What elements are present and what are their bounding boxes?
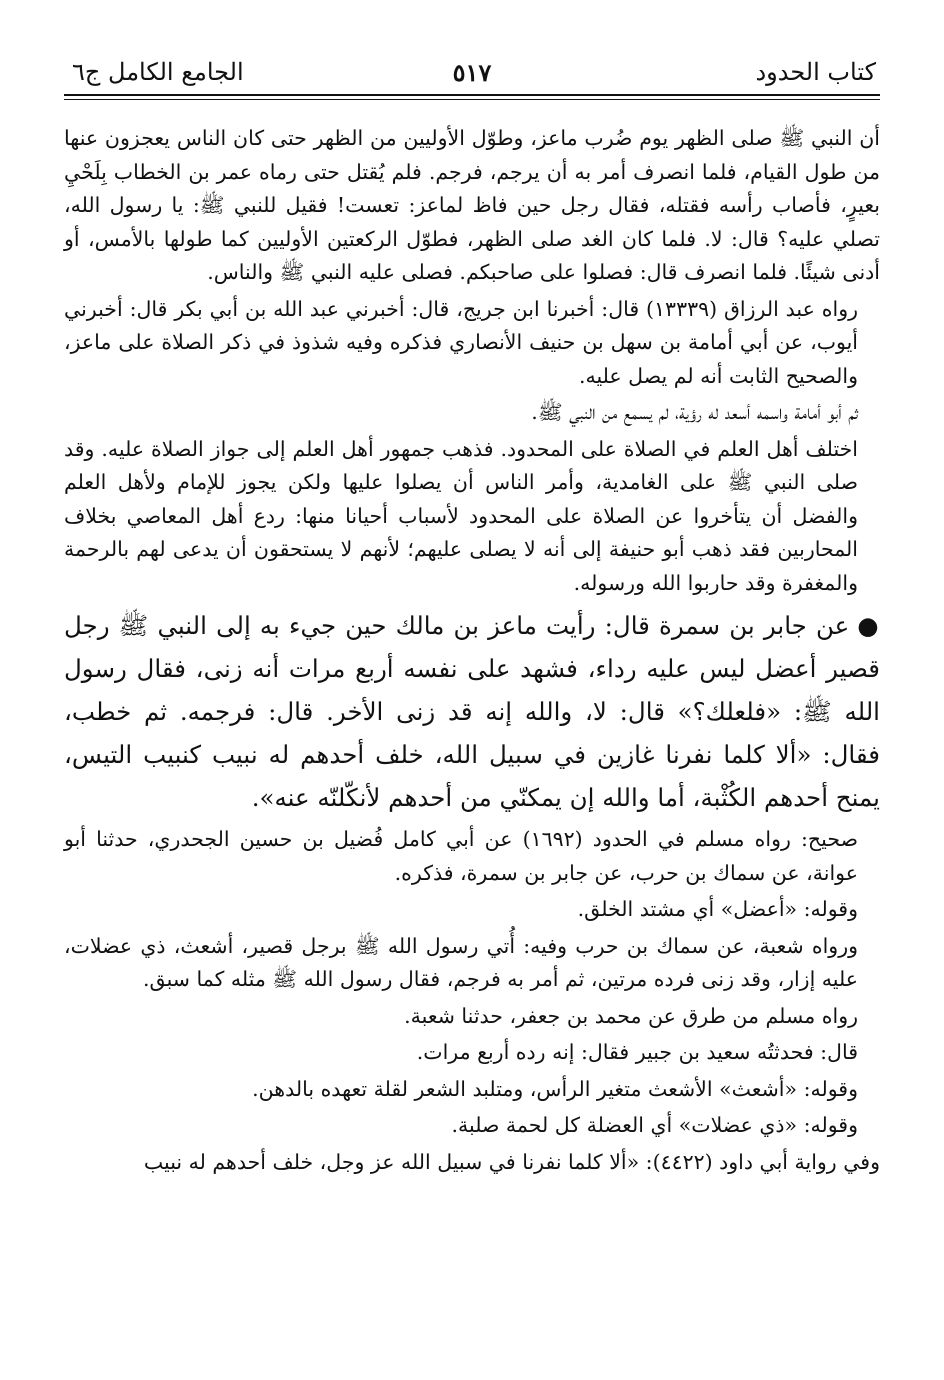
paragraph-sahih-muslim: صحيح: رواه مسلم في الحدود (١٦٩٢) عن أبي كامل فُضيل بن حسين الجحدري، حدثنا أبو عوانة، عن سماك بن حرب، عن جابر بن سمرة، فذكره. xyxy=(64,827,858,885)
main-hadith-text: عن جابر بن سمرة قال: رأيت ماعز بن مالك حين جيء به إلى النبي ﷺ رجل قصير أعضل ليس عليه رداء، فشهد على نفسه أربع مرات أنه زنى، فقال رسول الله ﷺ: «فلعلك؟» قال: لا، والله إنه قد زنى الأخر. قال: فرجمه. ثم خطب، فقال: «ألا كلما نفرنا غازين في سبيل الله، خلف أحدهم له نبيب كنبيب التيس، يمنح أحدهم الكُثْبة، أما والله إن يمكنّي من أحدهم لأنكّلنّه عنه». xyxy=(64,611,880,812)
paragraph-ashath-meaning: وقوله: «أشعث» الأشعث متغير الرأس، ومتلبد الشعر لقلة تعهده بالدهن. xyxy=(252,1076,858,1101)
bullet-icon: ● xyxy=(857,611,880,640)
paragraph-hadith-continuation: أن النبي ﷺ صلى الظهر يوم ضُرب ماعز، وطوّل الأوليين من الظهر حتى كان الناس يعجزون عنها من طول القيام، فلما انصرف أمر به أن يرجم، فرجم. فلم يُقتل حتى رماه عمر بن الخطاب بِلَحْيِ بعيرٍ، فأصاب رأسه فقتله، فقال رجل حين فاظ لماعز: تعست! فقيل للنبي ﷺ: يا رسول الله، تصلي عليه؟ قال: لا. فلما كان الغد صلى الظهر، فطوّل الركعتين الأوليين كما طولها بالأمس، أو أدنى شيئًا. فلما انصرف قال: فصلوا على صاحبكم. فصلى عليه النبي ﷺ والناس. xyxy=(64,126,880,284)
paragraph-narration-abdulrazzaq: رواه عبد الرزاق (١٣٣٣٩) قال: أخبرنا ابن جريج، قال: أخبرني عبد الله بن أبي بكر قال: أخبرني أيوب، عن أبي أمامة بن سهل بن حنيف الأنصاري فذكره وفيه شذوذ في ذكر الصلاة على ماعز، والصحيح الثابت أنه لم يصل عليه. xyxy=(64,296,858,388)
paragraph-shuba-narration: ورواه شعبة، عن سماك بن حرب وفيه: أُتي رسول الله ﷺ برجل قصير، أشعث، ذي عضلات، عليه إزار، وقد زنى فرده مرتين، ثم أمر به فرجم، فقال رسول الله ﷺ مثله كما سبق. xyxy=(64,933,858,991)
paragraph-adal-meaning: وقوله: «أعضل» أي مشتد الخلق. xyxy=(577,897,858,921)
paragraph-abu-dawud: وفي رواية أبي داود (٤٤٢٢): «ألا كلما نفرنا في سبيل الله عز وجل، خلف أحدهم له نبيب xyxy=(143,1149,880,1174)
book-title: الجامع الكامل ج٦ xyxy=(72,58,244,86)
page-body xyxy=(64,122,880,1179)
chapter-title: كتاب الحدود xyxy=(755,58,876,86)
paragraph-abu-umama-note: ثم أبو أمامة واسمه أسعد له رؤية، لم يسمع من النبي ﷺ. xyxy=(531,400,858,424)
paragraph-muslim-routes: رواه مسلم من طرق عن محمد بن جعفر، حدثنا شعبة. xyxy=(404,1003,858,1028)
paragraph-adalat-meaning: وقوله: «ذي عضلات» أي العضلة كل لحمة صلبة. xyxy=(451,1113,858,1137)
paragraph-said-jubair: قال: فحدثتُه سعيد بن جبير فقال: إنه رده أربع مرات. xyxy=(416,1040,858,1064)
paragraph-scholars-discussion: اختلف أهل العلم في الصلاة على المحدود. فذهب جمهور أهل العلم إلى جواز الصلاة عليه. وقد صلى النبي ﷺ على الغامدية، وأمر الناس أن يصلوا عليها ولكن يجوز للإمام ولأهل العلم والفضل أن يتأخروا عن الصلاة على المحدود لأسباب أحيانا منها: ردع أهل المعاصي بخلاف المحاربين فقد ذهب أبو حنيفة إلى أنه لا يصلى عليهم؛ لأنهم لا يستحقون أن يدعى لهم بالرحمة والمغفرة وقد حاربوا الله ورسوله. xyxy=(64,436,858,595)
page-number: ٥١٧ xyxy=(452,58,492,87)
running-header xyxy=(64,48,880,96)
paragraph-main-hadith xyxy=(64,604,880,819)
